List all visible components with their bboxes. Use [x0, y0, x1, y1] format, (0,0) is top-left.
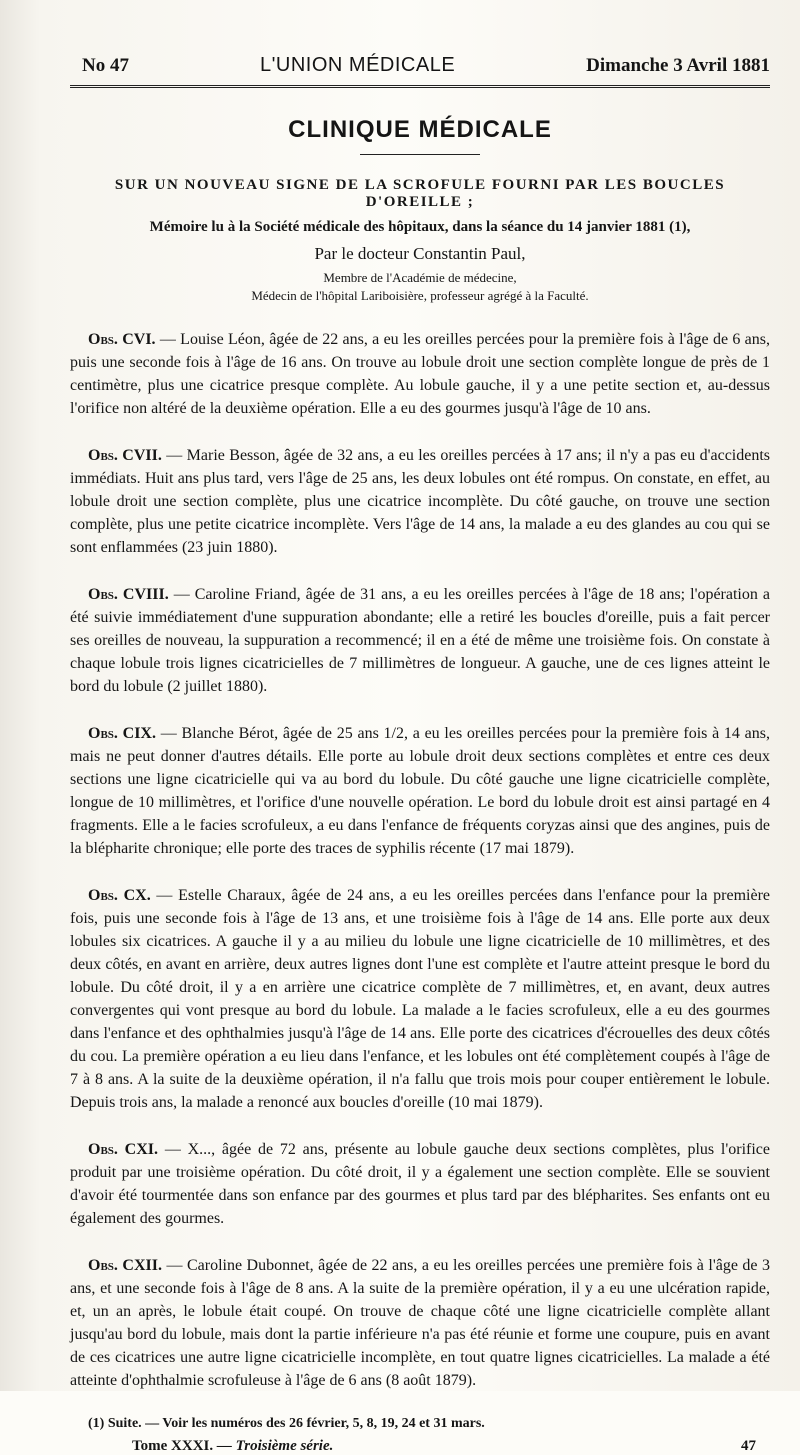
observation-label: Obs. CVI. [88, 331, 156, 348]
observation-label: Obs. CX. [88, 887, 151, 904]
issue-date: Dimanche 3 Avril 1881 [586, 55, 770, 76]
article-author: Par le docteur Constantin Paul, [314, 244, 526, 263]
page-number: 47 [741, 1438, 756, 1454]
observation-paragraph [70, 884, 770, 1114]
journal-title: L'UNION MÉDICALE [259, 54, 456, 76]
observation-paragraph [70, 722, 770, 860]
tome-label: Tome XXXI. [132, 1438, 214, 1454]
observation-text: — Louise Léon, âgée de 22 ans, a eu les oreilles percées pour la première fois à l'âge de 6 ans, puis une seconde fois à l'âge de 16 ans. On trouve au lobule droit une section complète longue de près de 1 centimètre, plus une cicatrice presque complète. Au lobule gauche, il y a une petite section et, au-dessus l'orifice non altéré de la deuxième opération. Elle a eu des gourmes jusqu'à l'âge de 10 ans. [70, 331, 770, 417]
running-head [70, 54, 770, 88]
observation-paragraph [70, 1138, 770, 1230]
observation-text: — Marie Besson, âgée de 32 ans, a eu les oreilles percées à 17 ans; il n'y a pas eu d'accidents immédiats. Huit ans plus tard, vers l'âge de 25 ans, les deux lobules ont été rompus. On constate, en effet, au lobule droit une section complète, plus une cicatrice incomplète. Du côté gauche, on trouve une section complète, plus une petite cicatrice incomplète. Vers l'âge de 14 ans, la malade a eu des glandes au cou qui se sont enflammées (23 juin 1880). [70, 447, 771, 556]
article-body [70, 328, 770, 1392]
observation-text: — Caroline Friand, âgée de 31 ans, a eu les oreilles percées à l'âge de 18 ans; l'opération a été suivie immédiatement d'une suppuration abondante; elle a retiré les boucles d'oreille, puis a fait percer ses oreilles de nouveau, la suppuration a recommencé; il en a été de même une troisième fois. On constate à chaque lobule trois lignes cicatricielles de 7 millimètres de longueur. A gauche, une de ces lignes atteint le bord du lobule (2 juillet 1880). [70, 586, 770, 695]
observation-text: — Blanche Bérot, âgée de 25 ans 1/2, a eu les oreilles percées pour la première fois à 14 ans, mais ne peut donner d'autres détails. Elle porte au lobule droit deux sections complètes et entre ces deux sections une ligne cicatricielle qui va au bord du lobule. Du côté gauche une ligne cicatricielle complète, longue de 10 millimètres, et l'orifice d'une nouvelle opération. Le bord du lobule droit est ainsi partagé en 4 fragments. Elle a le facies scrofuleux, a eu dans l'enfance de fréquents coryzas ainsi que des angines, puis de la blépharite chronique; elle porte des traces de syphilis récente (17 mai 1879). [70, 725, 770, 857]
observation-paragraph [70, 583, 770, 698]
series-label: — Troisième série. [216, 1438, 334, 1454]
page-footer [132, 1438, 770, 1455]
observation-label: Obs. CXII. [88, 1257, 162, 1274]
article-title: SUR UN NOUVEAU SIGNE DE LA SCROFULE FOURNI PAR LES BOUCLES D'OREILLE ; [114, 177, 726, 210]
observation-text: — X..., âgée de 72 ans, présente au lobule gauche deux sections complètes, plus l'orifice produit par une troisième opération. Du côté droit, il y a également une section complète. Elle se souvient d'avoir été tourmentée dans son enfance par des gourmes et plus tard par des blépharites. Ses enfants ont eu également des gourmes. [70, 1141, 770, 1227]
author-affiliation-1: Membre de l'Académie de médecine, [323, 270, 517, 285]
observation-label: Obs. CVII. [88, 447, 162, 464]
title-divider [360, 154, 480, 155]
article-memoir-note: Mémoire lu à la Société médicale des hôpitaux, dans la séance du 14 janvier 1881 (1), [149, 219, 691, 235]
footnote: (1) Suite. — Voir les numéros des 26 février, 5, 8, 19, 24 et 31 mars. [88, 1416, 485, 1431]
observation-paragraph [70, 1254, 770, 1392]
observation-paragraph [70, 328, 770, 420]
observation-text: — Caroline Dubonnet, âgée de 22 ans, a eu les oreilles percées une première fois à l'âge de 3 ans, et une seconde fois à l'âge de 8 ans. A la suite de la première opération, il y a eu une ulcération rapide, et, un an après, le lobule était coupé. On trouve de chaque côté une ligne cicatricielle complète allant jusqu'au bord du lobule, mais dont la partie inférieure n'a pas été réunie et forme une coupure, puis en avant de ces cicatrices une autre ligne cicatricielle incomplète, en tout quatre lignes cicatricielles. La malade a été atteinte d'ophthalmie scrofuleuse à l'âge de 6 ans (8 août 1879). [70, 1257, 771, 1389]
observation-text: — Estelle Charaux, âgée de 24 ans, a eu les oreilles percées dans l'enfance pour la première fois, puis une seconde fois à l'âge de 13 ans, et une troisième fois à l'âge de 14 ans. Elle porte aux deux lobules six cicatrices. A gauche il y a au milieu du lobule une ligne cicatricielle de 10 millimètres, et des deux côtés, en avant en arrière, deux autres lignes dont l'une est complète et l'autre atteint presque le bord du lobule. Du côté droit, il y a en arrière une cicatrice complète de 7 millimètres, et, en avant, deux autres convergentes qui vont presque au bord du lobule. La malade a le facies scrofuleux, elle a eu des gourmes dans l'enfance et des ophthalmies jusqu'à l'âge de 14 ans. Elle porte des cicatrices d'écrouelles des deux côtés du cou. La première opération a eu lieu dans l'enfance, et les lobules ont été complètement coupés à l'âge de 7 à 8 ans. A la suite de la deuxième opération, il n'a fallu que trois mois pour couper entièrement le lobule. Depuis trois ans, la malade a renoncé aux boucles d'oreille (10 mai 1879). [70, 887, 771, 1111]
observation-label: Obs. CVIII. [88, 586, 169, 603]
author-affiliation-2: Médecin de l'hôpital Lariboisière, professeur agrégé à la Faculté. [251, 288, 589, 303]
observation-label: Obs. CIX. [88, 725, 156, 742]
section-title: CLINIQUE MÉDICALE [288, 116, 552, 143]
observation-label: Obs. CXI. [88, 1141, 159, 1158]
issue-number: No 47 [82, 55, 129, 76]
observation-paragraph [70, 444, 770, 559]
